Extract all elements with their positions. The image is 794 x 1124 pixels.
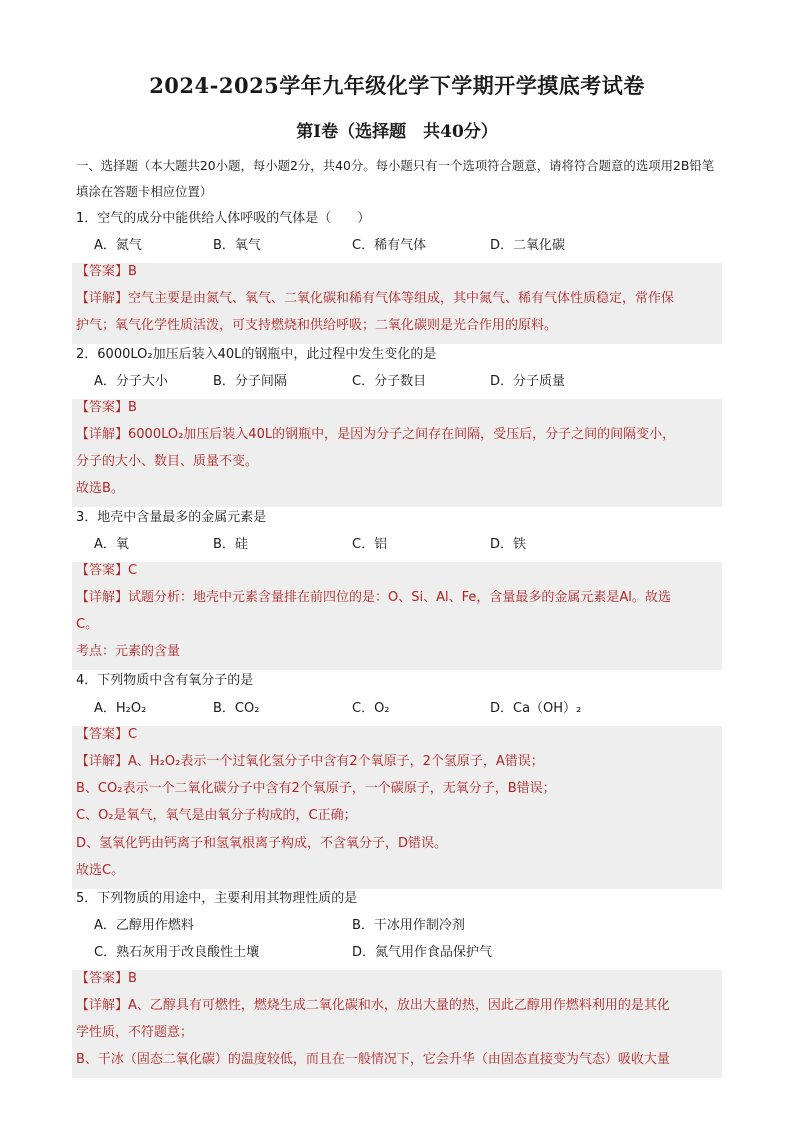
question-3-option-d: D．铁	[490, 537, 527, 552]
question-5-option-a: A．乙醇用作燃料	[94, 918, 194, 933]
question-2-option-c: C．分子数目	[352, 374, 427, 389]
question-3-option-c: C．铝	[352, 537, 388, 552]
question-5-detail-line: 【详解】A、乙醇具有可燃性，燃烧生成二氧化碳和水，放出大量的热，因此乙醇用作燃料利用的是其化	[76, 998, 670, 1013]
question-4-answer: 【答案】C	[76, 727, 138, 742]
question-5-option-c: C．熟石灰用于改良酸性土壤	[94, 945, 260, 960]
question-1-option-a: A．氮气	[94, 238, 142, 253]
question-3-answer: 【答案】C	[76, 563, 138, 578]
question-1-option-c: C．稀有气体	[352, 238, 427, 253]
question-3-detail-line: C。	[76, 617, 99, 632]
question-4-detail-line: 【详解】A、H₂O₂表示一个过氧化氢分子中含有2个氧原子，2个氢原子，A错误；	[76, 754, 544, 769]
question-4-detail-line: 故选C。	[76, 863, 125, 878]
question-1-detail-line: 护气；氧气化学性质活泼，可支持燃烧和供给呼吸；二氧化碳则是光合作用的原料。	[76, 318, 558, 333]
question-5-answer: 【答案】B	[76, 971, 137, 986]
question-4-detail-line: B、CO₂表示一个二氧化碳分子中含有2个氧原子，一个碳原子，无氧分子，B错误；	[76, 781, 556, 796]
question-2-answer: 【答案】B	[76, 400, 137, 415]
question-5-detail-line: B、干冰（固态二氧化碳）的温度较低，而且在一般情况下，它会升华（由固态直接变为气态）吸收大量	[76, 1052, 670, 1067]
question-2-option-b: B．分子间隔	[213, 374, 287, 389]
question-2-detail-line: 分子的大小、数目、质量不变。	[76, 454, 259, 469]
question-3-detail-line: 【详解】试题分析：地壳中元素含量排在前四位的是：O、Si、Al、Fe，含量最多的金属元素是Al。故选	[76, 590, 671, 605]
question-1-option-b: B．氧气	[213, 238, 261, 253]
question-1-detail-line: 【详解】空气主要是由氮气、氧气、二氧化碳和稀有气体等组成，其中氮气、稀有气体性质稳定，常作保	[76, 291, 675, 306]
question-5-answer-box	[72, 970, 722, 1078]
question-3-option-a: A．氧	[94, 537, 129, 552]
question-3-option-b: B．硅	[213, 537, 248, 552]
section-subtitle: 第Ⅰ卷（选择题 共40分）	[296, 122, 498, 142]
question-3-stem: 3．地壳中含量最多的金属元素是	[76, 510, 267, 525]
question-4-answer-box	[72, 726, 722, 889]
question-5-stem: 5．下列物质的用途中，主要利用其物理性质的是	[76, 891, 358, 906]
exam-title: 2024-2025学年九年级化学下学期开学摸底考试卷	[149, 73, 645, 98]
question-4-detail-line: D、氢氧化钙由钙离子和氢氧根离子构成，不含氧分子，D错误。	[76, 836, 448, 851]
question-4-option-d: D．Ca（OH）₂	[490, 701, 582, 716]
question-4-option-b: B．CO₂	[213, 701, 260, 716]
question-5-detail-line: 学性质，不符题意；	[76, 1025, 194, 1040]
question-2-option-a: A．分子大小	[94, 374, 168, 389]
question-3-detail-line: 考点：元素的含量	[76, 644, 181, 659]
question-3-answer-box	[72, 562, 722, 670]
question-5-option-d: D．氮气用作食品保护气	[352, 945, 493, 960]
question-2-option-d: D．分子质量	[490, 374, 566, 389]
question-2-answer-box	[72, 399, 722, 507]
section-instructions: 一、选择题（本大题共20小题，每小题2分，共40分。每小题只有一个选项符合题意，请将符合题意的选项用2B铅笔填涂在答题卡相应位置）	[76, 158, 715, 199]
question-1-answer: 【答案】B	[76, 264, 137, 279]
question-1-option-d: D．二氧化碳	[490, 238, 566, 253]
question-1-stem: 1．空气的成分中能供给人体呼吸的气体是（ ）	[76, 211, 371, 226]
question-2-detail-line: 【详解】6000LO₂加压后装入40L的钢瓶中，是因为分子之间存在间隔，受压后，分子之间的间隔变小，	[76, 427, 676, 442]
question-4-option-c: C．O₂	[352, 701, 390, 716]
question-5-option-b: B．干冰用作制冷剂	[352, 918, 465, 933]
question-4-detail-line: C、O₂是氧气，氧气是由氧分子构成的，C正确；	[76, 808, 357, 823]
question-2-stem: 2．6000LO₂加压后装入40L的钢瓶中，此过程中发生变化的是	[76, 347, 437, 362]
question-2-detail-line: 故选B。	[76, 481, 124, 496]
question-4-option-a: A．H₂O₂	[94, 701, 147, 716]
question-1-answer-box	[72, 263, 722, 344]
question-4-stem: 4．下列物质中含有氧分子的是	[76, 673, 254, 688]
